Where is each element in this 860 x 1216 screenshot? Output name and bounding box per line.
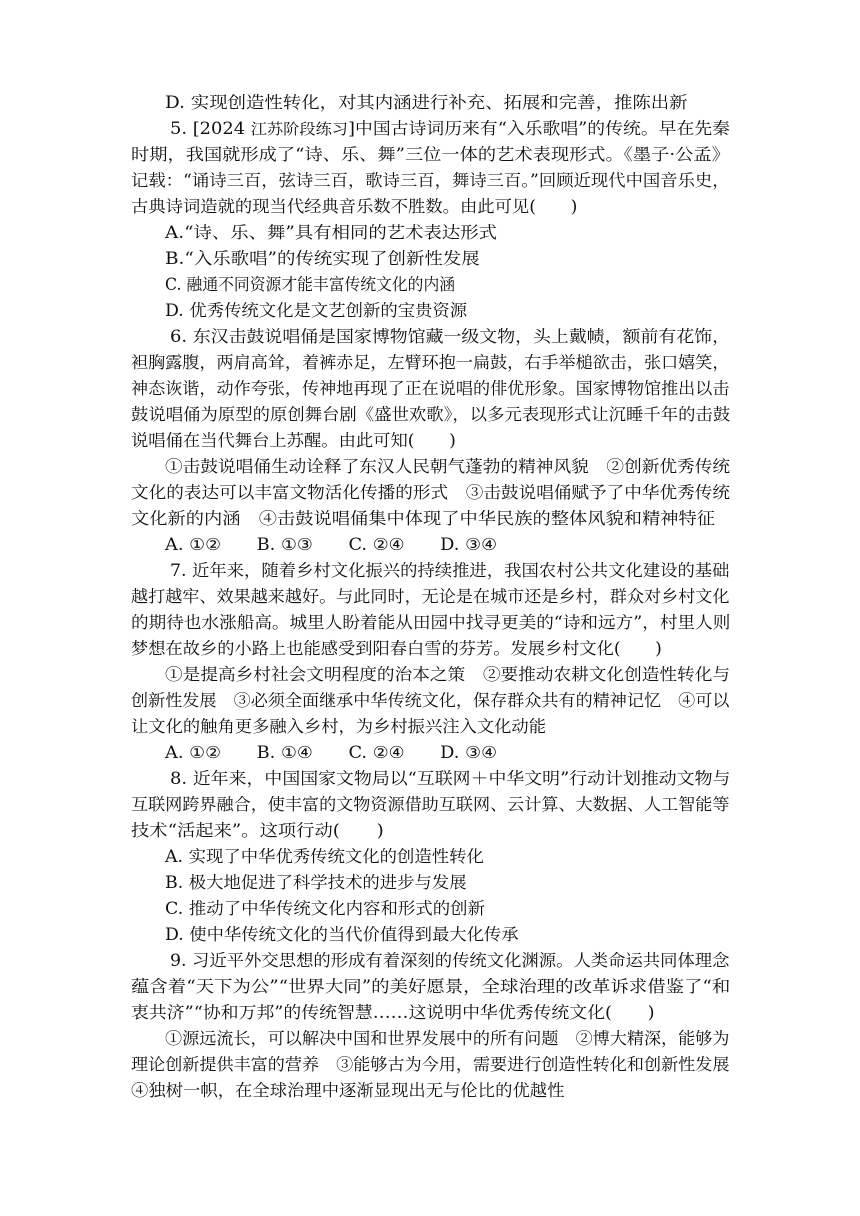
text-line: 越打越牢、效果越来越好。与此同时，无论是在城市还是乡村，群众对乡村文化 <box>131 587 730 606</box>
text-line: A. 实现了中华优秀传统文化的创造性转化 <box>165 847 484 866</box>
text-line: C. 融通不同资源才能丰富传统文化的内涵 <box>165 275 456 294</box>
text-line: A. ①② B. ①③ C. ②④ D. ③④ <box>165 535 498 554</box>
text-line: A. ①② B. ①④ C. ②④ D. ③④ <box>165 743 498 762</box>
text-line: 记载：“诵诗三百，弦诗三百，歌诗三百，舞诗三百。”回顾近现代中国音乐史， <box>131 171 730 190</box>
text-line: 衷共济”“协和万邦”的传统智慧……这说明中华优秀传统文化( ) <box>131 1003 655 1022</box>
text-line: 说唱俑在当代舞台上苏醒。由此可知( ) <box>131 431 456 450</box>
text-line: 梦想在故乡的小路上也能感受到阳春白雪的芬芳。发展乡村文化( ) <box>131 639 662 658</box>
text-line: 神态诙谐，动作夸张，传神地再现了正在说唱的俳优形象。国家博物馆推出以击 <box>131 379 730 398</box>
text-line: 9. 习近平外交思想的形成有着深刻的传统文化渊源。人类命运共同体理念 <box>170 951 730 970</box>
text-line: 7. 近年来，随着乡村文化振兴的持续推进，我国农村公共文化建设的基础 <box>170 561 730 580</box>
text-line: 8. 近年来，中国国家文物局以“互联网＋中华文明”行动计划推动文物与 <box>170 769 731 788</box>
text-line: 时期，我国就形成了“诗、乐、舞”三位一体的艺术表现形式。《墨子·公孟》 <box>131 145 730 164</box>
text-line: 5. [2024 江苏阶段练习]中国古诗词历来有“入乐歌唱”的传统。早在先秦 <box>170 119 731 138</box>
text-line: D. 优秀传统文化是文艺创新的宝贵资源 <box>165 301 468 320</box>
text-line: 鼓说唱俑为原型的原创舞台剧《盛世欢歌》，以多元表现形式让沉睡千年的击鼓 <box>131 405 731 424</box>
text-line: B.“入乐歌唱”的传统实现了创新性发展 <box>165 249 480 268</box>
text-line: ①源远流长，可以解决中国和世界发展中的所有问题 ②博大精深，能够为 <box>165 1029 730 1048</box>
text-line: 袒胸露腹，两肩高耸，着裤赤足，左臂环抱一扁鼓，右手举槌欲击，张口嬉笑， <box>131 353 730 372</box>
text-line: 蕴含着“天下为公”“世界大同”的美好愿景，全球治理的改革诉求借鉴了“和 <box>131 977 731 996</box>
text-line: 的期待也水涨船高。城里人盼着能从田园中找寻更美的“诗和远方”，村里人则 <box>131 613 731 632</box>
text-line: A.“诗、乐、舞”具有相同的艺术表达形式 <box>165 223 498 242</box>
text-line: C. 推动了中华传统文化内容和形式的创新 <box>165 899 486 918</box>
text-line: B. 极大地促进了科学技术的进步与发展 <box>165 873 467 892</box>
text-line: 互联网跨界融合，使丰富的文物资源借助互联网、云计算、大数据、人工智能等 <box>131 795 730 814</box>
text-line: 文化的表达可以丰富文物活化传播的形式 ③击鼓说唱俑赋予了中华优秀传统 <box>131 483 730 502</box>
text-line: ①击鼓说唱俑生动诠释了东汉人民朝气蓬勃的精神风貌 ②创新优秀传统 <box>165 457 731 476</box>
text-line: 技术“活起来”。这项行动( ) <box>131 821 384 840</box>
text-line: D. 实现创造性转化，对其内涵进行补充、拓展和完善，推陈出新 <box>165 93 688 112</box>
question-source: 江苏阶段练习 <box>250 120 349 138</box>
text-line: 古典诗词造就的现当代经典音乐数不胜数。由此可见( ) <box>131 197 578 216</box>
text-line: ④独树一帜，在全球治理中逐渐显现出无与伦比的优越性 <box>131 1081 565 1100</box>
text-line: 让文化的触角更多融入乡村，为乡村振兴注入文化动能 <box>131 717 547 736</box>
text-line: D. 使中华传统文化的当代价值得到最大化传承 <box>165 925 519 944</box>
text-line: 6. 东汉击鼓说唱俑是国家博物馆藏一级文物，头上戴帻，额前有花饰， <box>170 327 731 346</box>
text-line: ①是提高乡村社会文明程度的治本之策 ②要推动农耕文化创造性转化与 <box>165 665 731 684</box>
text-line: 文化新的内涵 ④击鼓说唱俑集中体现了中华民族的整体风貌和精神特征 <box>131 509 716 528</box>
text-line: 理论创新提供丰富的营养 ③能够古为今用，需要进行创造性转化和创新性发展 <box>131 1055 730 1074</box>
text-line: 创新性发展 ③必须全面继承中华传统文化，保存群众共有的精神记忆 ④可以 <box>131 691 730 710</box>
